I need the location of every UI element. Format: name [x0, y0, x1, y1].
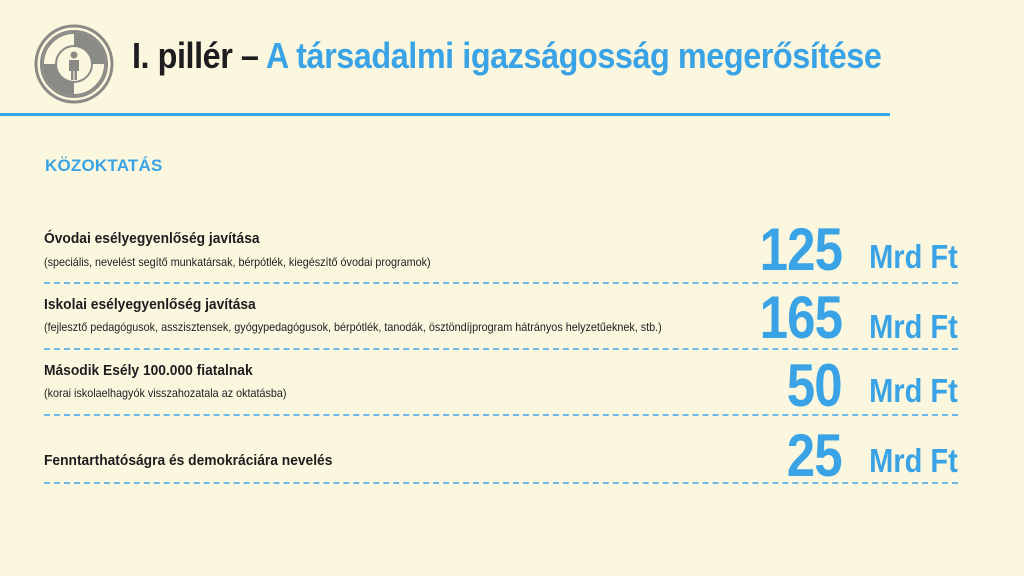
item-description: (fejlesztő pedagógusok, asszisztensek, gyógypedagógusok, bérpótlék, tanodák, ösztöndíjprogram hátrányos helyzetűeknek, stb.) — [44, 320, 662, 334]
dashed-divider — [44, 348, 958, 350]
item-unit: Mrd Ft — [869, 238, 958, 275]
dashed-divider — [44, 482, 958, 484]
item-amount: 50 — [786, 352, 842, 419]
item-amount: 165 — [759, 284, 842, 351]
item-amount: 25 — [786, 422, 842, 489]
item-amount: 125 — [759, 216, 842, 283]
title-prefix: I. pillér – — [132, 35, 266, 76]
header — [0, 0, 1024, 116]
list-item — [44, 284, 958, 352]
item-title: Iskolai esélyegyenlőség javítása — [44, 296, 256, 313]
item-description: (speciális, nevelést segítő munkatársak, bérpótlék, kiegészítő óvodai programok) — [44, 255, 431, 269]
list-item — [44, 422, 958, 489]
item-unit: Mrd Ft — [869, 308, 958, 345]
item-description: (korai iskolaelhagyók visszahozatala az oktatásba) — [44, 386, 287, 400]
item-title: Óvodai esélyegyenlőség javítása — [44, 230, 260, 247]
title-accent: A társadalmi igazságosság megerősítése — [265, 35, 882, 76]
list-item — [44, 352, 958, 419]
list-item — [44, 216, 958, 286]
lifebuoy-person-icon — [34, 24, 114, 104]
page-title — [132, 35, 882, 76]
item-unit: Mrd Ft — [869, 442, 958, 479]
section-title: KÖZOKTATÁS — [45, 156, 163, 175]
dashed-divider — [44, 414, 958, 416]
item-title: Második Esély 100.000 fiatalnak — [44, 362, 253, 379]
header-divider — [0, 113, 890, 116]
item-unit: Mrd Ft — [869, 372, 958, 409]
item-title: Fenntarthatóságra és demokráciára nevelés — [44, 452, 333, 469]
